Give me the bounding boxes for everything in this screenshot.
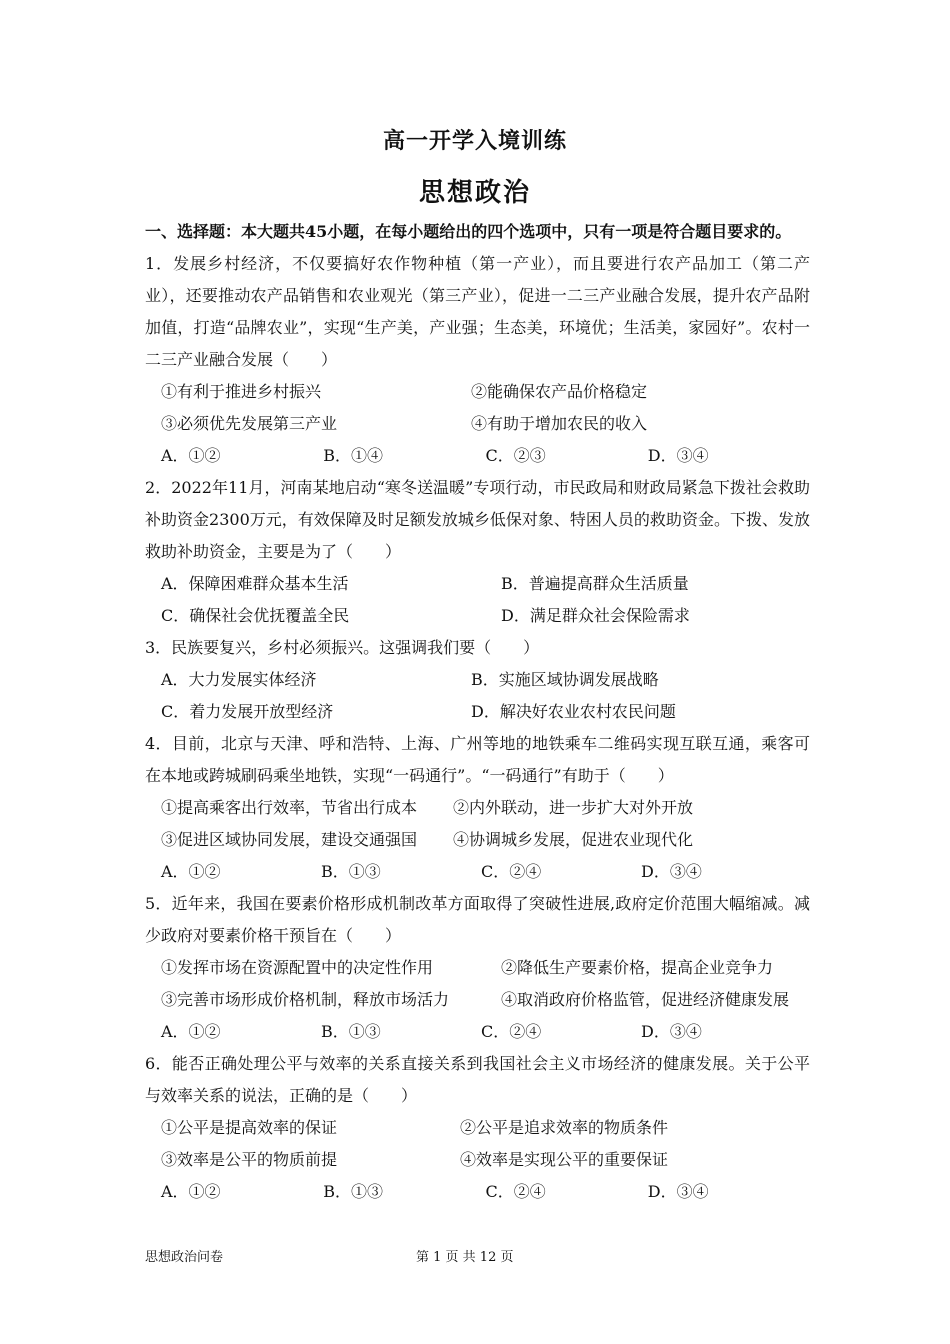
question-2-option-b[interactable]: B．普遍提高群众生活质量 — [501, 574, 689, 593]
question-2-options-row-2 — [145, 600, 810, 632]
question-1-option-c[interactable]: C．②③ — [485, 446, 546, 465]
question-4-stem: 4．目前，北京与天津、呼和浩特、上海、广州等地的地铁乘车二维码实现互联互通，乘客可在本地或跨城刷码乘坐地铁，实现“一码通行”。“一码通行”有助于（ ） — [145, 734, 810, 785]
question-6-option-b[interactable]: B．①③ — [323, 1182, 384, 1201]
question-list — [145, 216, 810, 1208]
section-instruction: 一、选择题：本大题共45小题，在每小题给出的四个选项中，只有一项是符合题目要求的。 — [145, 222, 792, 241]
question-5-option-a[interactable]: A．①② — [161, 1022, 221, 1041]
question-4-item-3: ③促进区域协同发展，建设交通强国 — [161, 830, 418, 849]
question-4-item-1: ①提高乘客出行效率，节省出行成本 — [161, 798, 418, 817]
question-3-option-a[interactable]: A．大力发展实体经济 — [161, 670, 317, 689]
footer-label: 思想政治问卷 — [145, 1250, 224, 1265]
question-5-items-row-1 — [145, 952, 810, 984]
question-5-options — [145, 1016, 810, 1048]
question-5-items-row-2 — [145, 984, 810, 1016]
page-number: 第 1 页 共 12 页 — [416, 1250, 514, 1265]
question-6-item-2: ②公平是追求效率的物质条件 — [460, 1118, 669, 1137]
question-2-options-row-1 — [145, 568, 810, 600]
question-4-items-row-2 — [145, 824, 810, 856]
question-5-option-c[interactable]: C．②④ — [481, 1022, 542, 1041]
question-4-item-4: ④协调城乡发展，促进农业现代化 — [453, 830, 694, 849]
question-6-option-a[interactable]: A．①② — [161, 1182, 221, 1201]
question-1-option-b[interactable]: B．①④ — [323, 446, 384, 465]
question-6-item-1: ①公平是提高效率的保证 — [161, 1118, 338, 1137]
question-3-stem: 3．民族要复兴，乡村必须振兴。这强调我们要（ ） — [145, 638, 540, 657]
question-5-option-b[interactable]: B．①③ — [321, 1022, 381, 1041]
question-1-option-a[interactable]: A．①② — [161, 446, 221, 465]
question-6-item-4: ④效率是实现公平的重要保证 — [460, 1150, 669, 1169]
question-4-option-b[interactable]: B．①③ — [321, 862, 381, 881]
question-3-option-b[interactable]: B．实施区域协调发展战略 — [471, 670, 659, 689]
question-5-item-3: ③完善市场形成价格机制，释放市场活力 — [161, 990, 450, 1009]
question-3-option-d[interactable]: D．解决好农业农村农民问题 — [471, 702, 676, 721]
question-6-option-c[interactable]: C．②④ — [485, 1182, 546, 1201]
question-1-item-1: ①有利于推进乡村振兴 — [161, 382, 322, 401]
question-2-option-c[interactable]: C．确保社会优抚覆盖全民 — [161, 606, 350, 625]
question-5-option-d[interactable]: D．③④ — [641, 1022, 702, 1041]
question-6-items-row-2 — [145, 1144, 810, 1176]
question-5-item-4: ④取消政府价格监管，促进经济健康发展 — [501, 990, 790, 1009]
exam-title: 高一开学入境训练 — [382, 129, 567, 154]
subject-title: 思想政治 — [418, 178, 531, 208]
question-2-option-d[interactable]: D．满足群众社会保险需求 — [501, 606, 690, 625]
question-1-item-3: ③必须优先发展第三产业 — [161, 414, 338, 433]
question-4-items-row-1 — [145, 792, 810, 824]
question-3-option-c[interactable]: C．着力发展开放型经济 — [161, 702, 334, 721]
question-4-item-2: ②内外联动，进一步扩大对外开放 — [453, 798, 694, 817]
question-6-option-d[interactable]: D．③④ — [647, 1182, 709, 1201]
question-5-stem: 5．近年来，我国在要素价格形成机制改革方面取得了突破性进展,政府定价范围大幅缩减。减少政府对要素价格干预旨在（ ） — [145, 894, 810, 945]
question-4-options — [145, 856, 810, 888]
question-4-option-a[interactable]: A．①② — [161, 862, 221, 881]
question-1-stem: 1．发展乡村经济，不仅要搞好农作物种植（第一产业），而且要进行农产品加工（第二产业），还要推动农产品销售和农业观光（第三产业），促进一二三产业融合发展，提升农产品附加值，打造“品牌农业”，实现“生产美，产业强；生态美，环境优；生活美，家园好”。农村一二三产业融合发展（ ） — [145, 254, 810, 369]
question-2-stem: 2．2022年11月，河南某地启动“寒冬送温暖”专项行动，市民政局和财政局紧急下拨社会救助补助资金2300万元，有效保障及时足额发放城乡低保对象、特困人员的救助资金。下拨、发放救助补助资金，主要是为了（ ） — [145, 478, 810, 561]
question-6-stem: 6．能否正确处理公平与效率的关系直接关系到我国社会主义市场经济的健康发展。关于公平与效率关系的说法，正确的是（ ） — [145, 1054, 810, 1105]
question-6-item-3: ③效率是公平的物质前提 — [161, 1150, 338, 1169]
question-2-option-a[interactable]: A．保障困难群众基本生活 — [161, 574, 349, 593]
question-1-option-d[interactable]: D．③④ — [647, 446, 709, 465]
question-1-item-4: ④有助于增加农民的收入 — [471, 414, 648, 433]
question-1-options — [145, 440, 810, 472]
question-1-item-2: ②能确保农产品价格稳定 — [471, 382, 648, 401]
question-1-items-row-2 — [145, 408, 810, 440]
question-5-item-2: ②降低生产要素价格，提高企业竞争力 — [501, 958, 774, 977]
question-6-items-row-1 — [145, 1112, 810, 1144]
question-3-options-row-2 — [145, 696, 810, 728]
question-3-options-row-1 — [145, 664, 810, 696]
question-5-item-1: ①发挥市场在资源配置中的决定性作用 — [161, 958, 434, 977]
question-4-option-d[interactable]: D．③④ — [641, 862, 702, 881]
question-1-items-row-1 — [145, 376, 810, 408]
question-6-options — [145, 1176, 810, 1208]
question-4-option-c[interactable]: C．②④ — [481, 862, 542, 881]
